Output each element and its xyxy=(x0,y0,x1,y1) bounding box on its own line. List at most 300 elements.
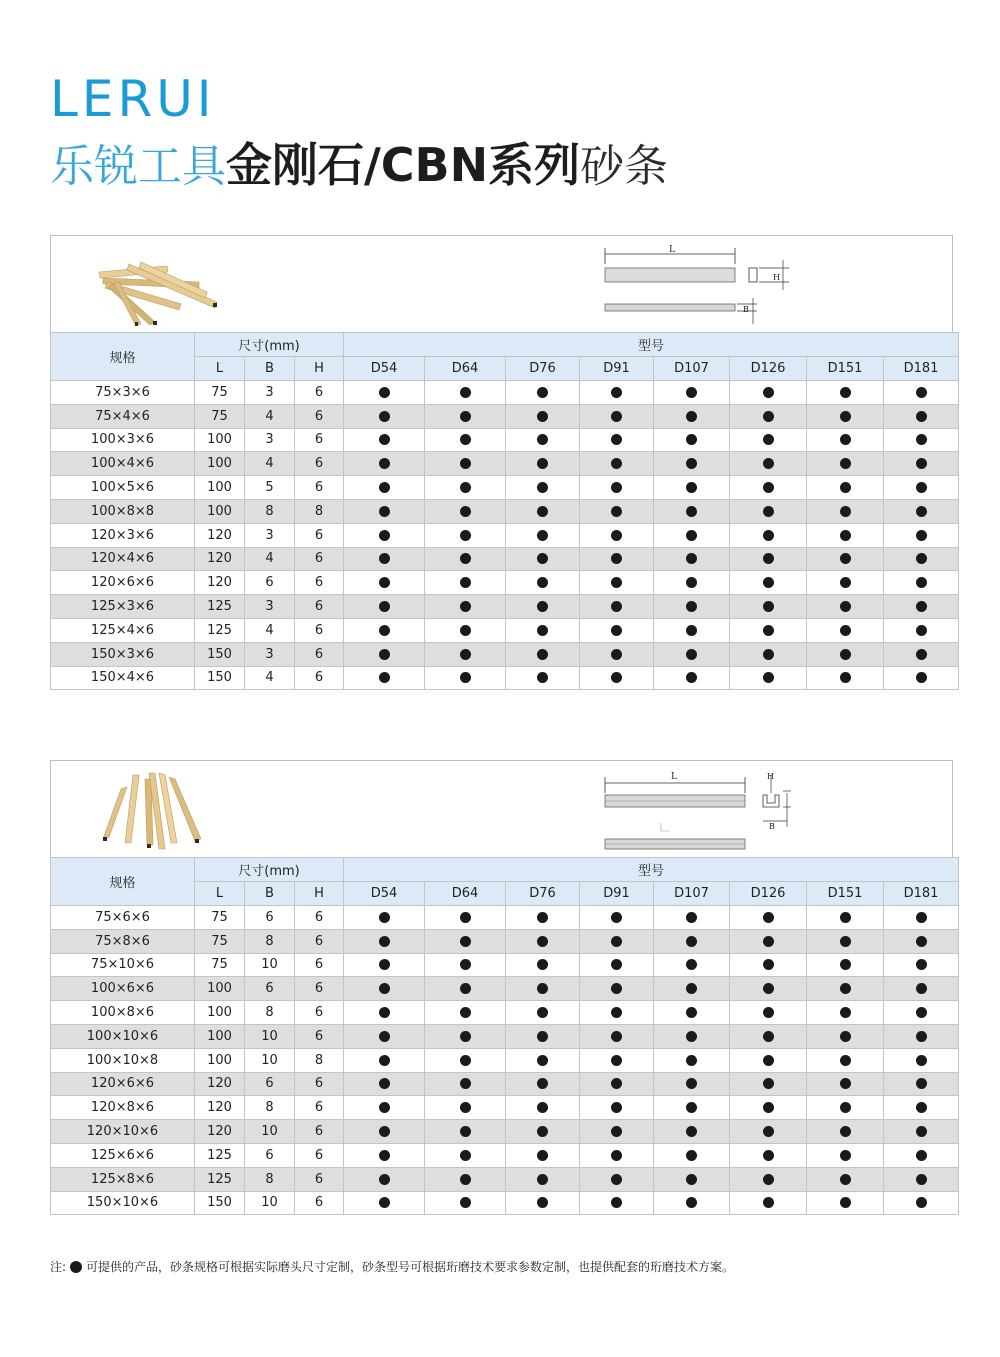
available-dot-icon xyxy=(379,1031,390,1042)
cell-availability xyxy=(884,404,959,428)
available-dot-icon xyxy=(840,1031,851,1042)
table-row xyxy=(51,1191,959,1215)
table-row xyxy=(51,642,959,666)
available-dot-icon xyxy=(840,458,851,469)
header-size: 尺寸(mm) xyxy=(195,858,344,882)
cell-availability xyxy=(344,977,425,1001)
cell-availability xyxy=(884,547,959,571)
available-dot-icon xyxy=(460,458,471,469)
cell-dim-l: 125 xyxy=(195,1143,245,1167)
cell-dim-l: 75 xyxy=(195,404,245,428)
cell-availability xyxy=(884,381,959,405)
cell-spec: 150×3×6 xyxy=(51,642,195,666)
table-row xyxy=(51,404,959,428)
cell-spec: 100×5×6 xyxy=(51,476,195,500)
available-dot-icon xyxy=(686,1007,697,1018)
cell-spec: 100×3×6 xyxy=(51,428,195,452)
available-dot-icon xyxy=(840,912,851,923)
cell-availability xyxy=(580,977,654,1001)
cell-dim-b: 4 xyxy=(245,618,295,642)
available-dot-icon xyxy=(686,672,697,683)
available-dot-icon xyxy=(460,1150,471,1161)
cell-dim-l: 75 xyxy=(195,906,245,930)
available-dot-icon xyxy=(379,577,390,588)
cell-availability xyxy=(506,547,580,571)
cell-availability xyxy=(580,642,654,666)
cell-availability xyxy=(506,452,580,476)
available-dot-icon xyxy=(686,625,697,636)
cell-dim-b: 8 xyxy=(245,929,295,953)
cell-availability xyxy=(580,428,654,452)
available-dot-icon xyxy=(460,1197,471,1208)
available-dot-icon xyxy=(686,530,697,541)
cell-availability xyxy=(654,523,730,547)
available-dot-icon xyxy=(611,1055,622,1066)
cell-availability xyxy=(884,1024,959,1048)
cell-availability xyxy=(344,523,425,547)
available-dot-icon xyxy=(916,1055,927,1066)
available-dot-icon xyxy=(611,1150,622,1161)
diagram-2-label-l: L xyxy=(671,772,677,782)
available-dot-icon xyxy=(916,458,927,469)
cell-dim-h: 6 xyxy=(295,571,344,595)
table-row xyxy=(51,1024,959,1048)
footnote xyxy=(50,1258,734,1275)
table-row xyxy=(51,428,959,452)
cell-availability xyxy=(506,618,580,642)
available-dot-icon xyxy=(611,1031,622,1042)
available-dot-icon xyxy=(379,553,390,564)
available-dot-icon xyxy=(460,912,471,923)
cell-availability xyxy=(580,906,654,930)
cell-availability xyxy=(425,929,506,953)
header-grit-d107: D107 xyxy=(654,357,730,381)
available-dot-icon xyxy=(379,1055,390,1066)
cell-dim-h: 6 xyxy=(295,642,344,666)
available-dot-icon xyxy=(537,1126,548,1137)
available-dot-icon xyxy=(611,601,622,612)
cell-availability xyxy=(807,1024,884,1048)
available-dot-icon xyxy=(460,434,471,445)
table-row xyxy=(51,499,959,523)
available-dot-icon xyxy=(686,601,697,612)
cell-dim-h: 6 xyxy=(295,906,344,930)
cell-dim-h: 6 xyxy=(295,977,344,1001)
cell-dim-b: 8 xyxy=(245,1096,295,1120)
cell-availability xyxy=(807,666,884,690)
table-row xyxy=(51,977,959,1001)
available-dot-icon xyxy=(537,530,548,541)
available-dot-icon xyxy=(379,625,390,636)
cell-availability xyxy=(807,929,884,953)
header-grit-d64: D64 xyxy=(425,357,506,381)
cell-dim-b: 4 xyxy=(245,547,295,571)
available-dot-icon xyxy=(763,1055,774,1066)
cell-availability xyxy=(654,381,730,405)
cell-availability xyxy=(884,499,959,523)
available-dot-icon xyxy=(379,1150,390,1161)
available-dot-icon xyxy=(537,482,548,493)
cell-availability xyxy=(506,642,580,666)
available-dot-icon xyxy=(840,672,851,683)
cell-dim-h: 6 xyxy=(295,404,344,428)
table-row xyxy=(51,906,959,930)
cell-spec: 75×4×6 xyxy=(51,404,195,428)
header-grit-d181: D181 xyxy=(884,357,959,381)
cell-availability xyxy=(807,476,884,500)
cell-availability xyxy=(654,642,730,666)
cell-dim-h: 6 xyxy=(295,476,344,500)
spec-table-block-1 xyxy=(50,235,953,690)
available-dot-icon xyxy=(379,983,390,994)
available-dot-icon xyxy=(686,1078,697,1089)
cell-availability xyxy=(730,1096,807,1120)
cell-availability xyxy=(730,666,807,690)
cell-spec: 100×6×6 xyxy=(51,977,195,1001)
available-dot-icon xyxy=(611,1007,622,1018)
cell-availability xyxy=(654,977,730,1001)
cell-availability xyxy=(344,381,425,405)
cell-availability xyxy=(884,666,959,690)
available-dot-icon xyxy=(537,912,548,923)
cell-dim-b: 3 xyxy=(245,595,295,619)
cell-availability xyxy=(807,404,884,428)
available-dot-icon xyxy=(611,936,622,947)
cell-availability xyxy=(730,642,807,666)
cell-availability xyxy=(580,547,654,571)
available-dot-icon xyxy=(840,482,851,493)
cell-availability xyxy=(344,1024,425,1048)
available-dot-icon xyxy=(611,506,622,517)
cell-availability xyxy=(580,476,654,500)
cell-availability xyxy=(807,977,884,1001)
cell-dim-l: 120 xyxy=(195,1096,245,1120)
cell-availability xyxy=(807,1072,884,1096)
cell-availability xyxy=(425,953,506,977)
header-grit-d64: D64 xyxy=(425,882,506,906)
table-row xyxy=(51,618,959,642)
cell-availability xyxy=(506,404,580,428)
cell-dim-l: 100 xyxy=(195,428,245,452)
cell-availability xyxy=(807,595,884,619)
available-dot-icon xyxy=(916,553,927,564)
cell-availability xyxy=(344,1096,425,1120)
cell-dim-l: 75 xyxy=(195,929,245,953)
cell-availability xyxy=(807,499,884,523)
cell-availability xyxy=(344,595,425,619)
available-dot-icon xyxy=(460,411,471,422)
available-dot-icon xyxy=(686,506,697,517)
table-row xyxy=(51,929,959,953)
cell-dim-h: 6 xyxy=(295,618,344,642)
cell-dim-b: 4 xyxy=(245,404,295,428)
cell-availability xyxy=(884,1143,959,1167)
spec-table-1 xyxy=(50,332,959,690)
header-spec: 规格 xyxy=(51,858,195,906)
available-dot-icon xyxy=(840,553,851,564)
cell-availability xyxy=(344,404,425,428)
header-dim-b: B xyxy=(245,882,295,906)
table-row xyxy=(51,381,959,405)
available-dot-icon xyxy=(840,649,851,660)
cell-availability xyxy=(506,381,580,405)
cell-availability xyxy=(425,381,506,405)
cell-availability xyxy=(506,1048,580,1072)
available-dot-icon xyxy=(460,482,471,493)
available-dot-icon xyxy=(840,506,851,517)
cell-dim-l: 120 xyxy=(195,571,245,595)
cell-dim-b: 5 xyxy=(245,476,295,500)
available-dot-icon xyxy=(460,1031,471,1042)
header-grit-d107: D107 xyxy=(654,882,730,906)
available-dot-icon xyxy=(916,959,927,970)
cell-availability xyxy=(730,1048,807,1072)
cell-dim-b: 3 xyxy=(245,523,295,547)
available-dot-icon xyxy=(537,577,548,588)
cell-dim-l: 120 xyxy=(195,547,245,571)
cell-availability xyxy=(807,571,884,595)
cell-availability xyxy=(506,1143,580,1167)
cell-availability xyxy=(730,1191,807,1215)
cell-dim-l: 120 xyxy=(195,1072,245,1096)
cell-availability xyxy=(654,1120,730,1144)
table-row xyxy=(51,523,959,547)
cell-availability xyxy=(730,906,807,930)
cell-dim-h: 6 xyxy=(295,595,344,619)
available-dot-icon xyxy=(763,458,774,469)
cell-availability xyxy=(654,499,730,523)
cell-spec: 125×4×6 xyxy=(51,618,195,642)
available-dot-icon xyxy=(840,936,851,947)
footnote-text: 可提供的产品，砂条规格可根据实际磨头尺寸定制，砂条型号可根据珩磨技术要求参数定制，也提供配套的珩磨技术方案。 xyxy=(86,1260,735,1274)
cell-availability xyxy=(425,618,506,642)
cell-dim-b: 6 xyxy=(245,977,295,1001)
cell-dim-h: 6 xyxy=(295,1001,344,1025)
cell-availability xyxy=(884,1048,959,1072)
table-row xyxy=(51,452,959,476)
available-dot-icon xyxy=(916,983,927,994)
cell-availability xyxy=(425,1120,506,1144)
cell-dim-h: 6 xyxy=(295,666,344,690)
cell-availability xyxy=(344,476,425,500)
cell-availability xyxy=(807,1096,884,1120)
cell-availability xyxy=(884,1001,959,1025)
cell-availability xyxy=(730,953,807,977)
available-dot-icon xyxy=(763,506,774,517)
cell-spec: 75×10×6 xyxy=(51,953,195,977)
cell-dim-h: 6 xyxy=(295,523,344,547)
cell-availability xyxy=(580,929,654,953)
cell-availability xyxy=(506,1120,580,1144)
cell-dim-b: 6 xyxy=(245,571,295,595)
cell-spec: 150×4×6 xyxy=(51,666,195,690)
cell-spec: 120×3×6 xyxy=(51,523,195,547)
available-dot-icon xyxy=(611,1078,622,1089)
available-dot-icon xyxy=(611,649,622,660)
available-dot-icon xyxy=(686,458,697,469)
cell-dim-l: 125 xyxy=(195,1167,245,1191)
cell-availability xyxy=(580,381,654,405)
header-grit-d181: D181 xyxy=(884,882,959,906)
cell-availability xyxy=(580,1072,654,1096)
cell-dim-h: 6 xyxy=(295,428,344,452)
cell-dim-b: 10 xyxy=(245,1048,295,1072)
title-product: 砂条 xyxy=(580,141,669,192)
available-dot-icon xyxy=(916,1007,927,1018)
available-dot-icon xyxy=(916,649,927,660)
available-dot-icon xyxy=(537,411,548,422)
cell-dim-b: 4 xyxy=(245,452,295,476)
table-row xyxy=(51,595,959,619)
header-grit-d126: D126 xyxy=(730,357,807,381)
available-dot-icon xyxy=(537,1150,548,1161)
cell-availability xyxy=(425,1072,506,1096)
stick-photo-1 xyxy=(89,242,219,326)
available-dot-icon xyxy=(460,387,471,398)
cell-availability xyxy=(884,1120,959,1144)
cell-spec: 120×6×6 xyxy=(51,1072,195,1096)
available-dot-icon xyxy=(916,577,927,588)
available-dot-icon xyxy=(537,601,548,612)
available-dot-icon xyxy=(686,1197,697,1208)
header-dim-h: H xyxy=(295,357,344,381)
cell-availability xyxy=(730,499,807,523)
available-dot-icon xyxy=(686,1055,697,1066)
cell-dim-h: 6 xyxy=(295,1120,344,1144)
table-row xyxy=(51,476,959,500)
cell-availability xyxy=(425,1001,506,1025)
available-dot-icon xyxy=(763,482,774,493)
available-dot-icon xyxy=(916,1150,927,1161)
available-dot-icon xyxy=(611,434,622,445)
cell-dim-h: 6 xyxy=(295,1024,344,1048)
diagram-1-label-b: B xyxy=(743,305,749,314)
cell-dim-h: 6 xyxy=(295,1191,344,1215)
cell-availability xyxy=(344,906,425,930)
available-dot-icon xyxy=(379,1126,390,1137)
available-dot-icon xyxy=(537,936,548,947)
available-dot-icon xyxy=(611,482,622,493)
available-dot-icon xyxy=(611,959,622,970)
cell-availability xyxy=(807,906,884,930)
header-dim-l: L xyxy=(195,882,245,906)
cell-dim-b: 6 xyxy=(245,1143,295,1167)
header-grit-d76: D76 xyxy=(506,357,580,381)
cell-dim-h: 8 xyxy=(295,499,344,523)
cell-availability xyxy=(344,618,425,642)
cell-availability xyxy=(884,571,959,595)
cell-availability xyxy=(884,1191,959,1215)
cell-availability xyxy=(580,1024,654,1048)
spec-table-block-2 xyxy=(50,760,953,1215)
available-dot-icon xyxy=(763,411,774,422)
available-dot-icon xyxy=(379,1197,390,1208)
available-dot-icon xyxy=(460,1078,471,1089)
available-dot-icon xyxy=(379,672,390,683)
cell-availability xyxy=(730,547,807,571)
cell-availability xyxy=(580,499,654,523)
cell-availability xyxy=(730,618,807,642)
cell-availability xyxy=(506,666,580,690)
available-dot-icon xyxy=(686,1174,697,1185)
available-dot-icon xyxy=(379,506,390,517)
available-dot-icon xyxy=(763,959,774,970)
cell-availability xyxy=(425,523,506,547)
cell-availability xyxy=(344,1048,425,1072)
cell-dim-l: 150 xyxy=(195,642,245,666)
available-dot-icon xyxy=(840,601,851,612)
cell-availability xyxy=(506,977,580,1001)
header-grit-d151: D151 xyxy=(807,357,884,381)
available-dot-icon xyxy=(840,1126,851,1137)
available-dot-icon xyxy=(916,1078,927,1089)
available-dot-icon xyxy=(763,1150,774,1161)
available-dot-icon xyxy=(686,1126,697,1137)
cell-dim-b: 4 xyxy=(245,666,295,690)
cell-availability xyxy=(580,1096,654,1120)
available-dot-icon xyxy=(611,553,622,564)
available-dot-icon xyxy=(686,411,697,422)
header-grit-d91: D91 xyxy=(580,882,654,906)
cell-availability xyxy=(580,404,654,428)
table-row xyxy=(51,547,959,571)
cell-dim-l: 75 xyxy=(195,953,245,977)
cell-dim-h: 6 xyxy=(295,381,344,405)
available-dot-icon xyxy=(460,672,471,683)
cell-availability xyxy=(580,1167,654,1191)
cell-availability xyxy=(344,1072,425,1096)
diagram-1-label-h: H xyxy=(773,273,780,282)
cell-availability xyxy=(730,571,807,595)
cell-dim-l: 120 xyxy=(195,523,245,547)
available-dot-icon xyxy=(763,1126,774,1137)
cell-availability xyxy=(730,476,807,500)
table-row xyxy=(51,1143,959,1167)
cell-availability xyxy=(654,1024,730,1048)
cell-availability xyxy=(425,1096,506,1120)
cell-availability xyxy=(654,428,730,452)
cell-availability xyxy=(654,1001,730,1025)
header-grit-d54: D54 xyxy=(344,357,425,381)
cell-availability xyxy=(344,1167,425,1191)
available-dot-icon xyxy=(537,506,548,517)
cell-availability xyxy=(884,977,959,1001)
cell-availability xyxy=(425,1048,506,1072)
cell-availability xyxy=(730,929,807,953)
cell-availability xyxy=(807,381,884,405)
cell-availability xyxy=(344,1120,425,1144)
available-dot-icon xyxy=(840,983,851,994)
cell-dim-l: 75 xyxy=(195,381,245,405)
available-dot-icon xyxy=(537,959,548,970)
header-spec: 规格 xyxy=(51,333,195,381)
cell-availability xyxy=(344,452,425,476)
available-dot-icon xyxy=(460,577,471,588)
available-dot-icon xyxy=(537,983,548,994)
available-dot-icon xyxy=(763,1007,774,1018)
available-dot-icon xyxy=(840,1150,851,1161)
header-grit-d91: D91 xyxy=(580,357,654,381)
cell-spec: 120×6×6 xyxy=(51,571,195,595)
available-dot-icon xyxy=(763,1078,774,1089)
cell-dim-b: 8 xyxy=(245,1167,295,1191)
cell-availability xyxy=(425,1191,506,1215)
cell-availability xyxy=(884,929,959,953)
available-dot-icon xyxy=(460,506,471,517)
cell-availability xyxy=(425,666,506,690)
cell-availability xyxy=(884,618,959,642)
cell-availability xyxy=(654,404,730,428)
